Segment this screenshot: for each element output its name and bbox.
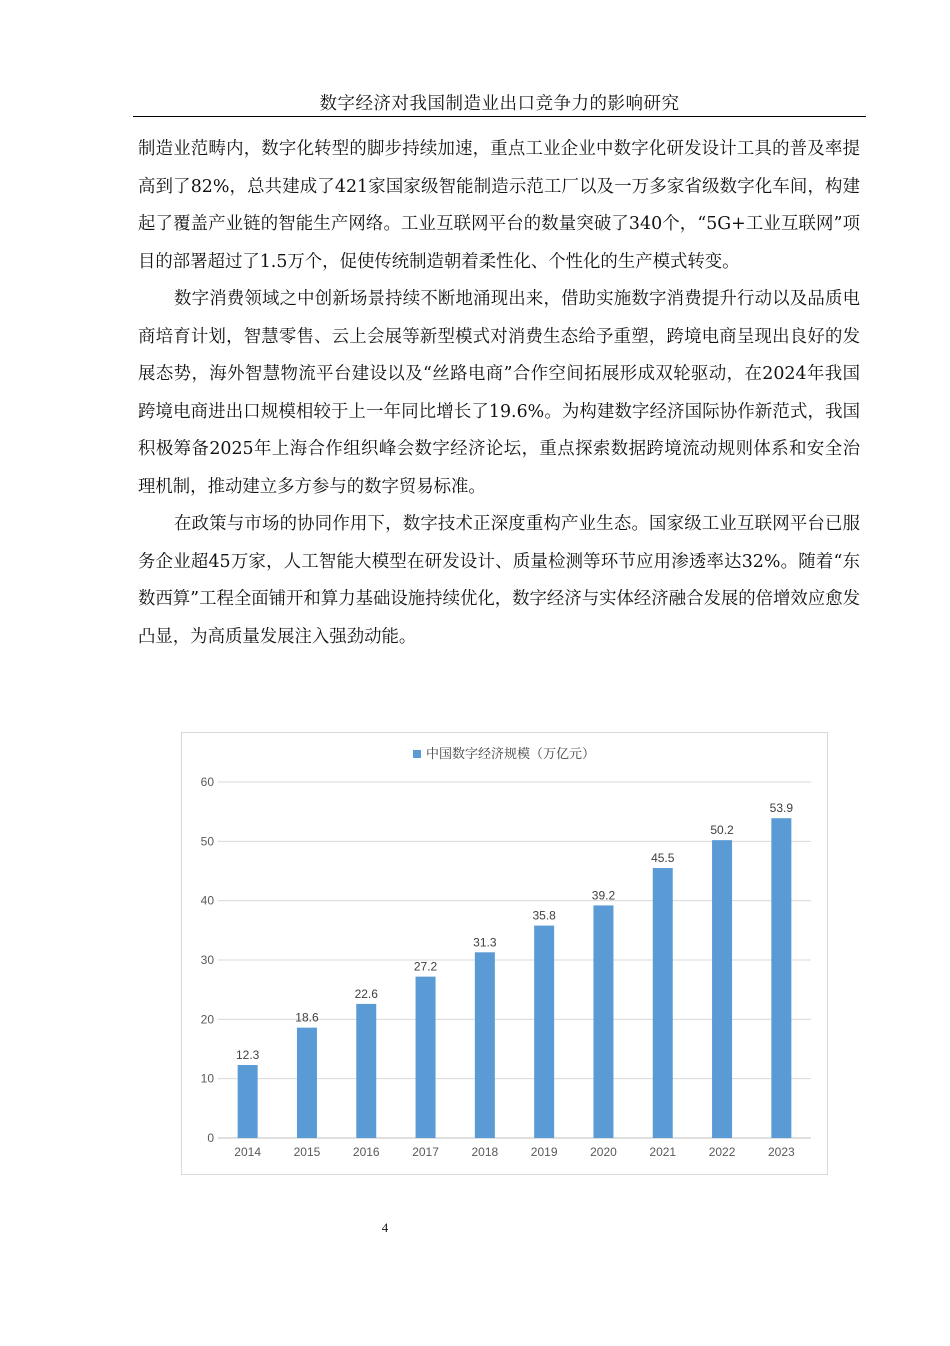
bar (416, 977, 436, 1138)
y-tick-label: 40 (200, 893, 214, 908)
y-tick-label: 0 (207, 1131, 214, 1145)
data-label: 18.6 (295, 1010, 319, 1025)
data-label: 31.3 (473, 935, 497, 950)
y-tick-label: 60 (200, 775, 214, 789)
x-tick-label: 2014 (234, 1145, 262, 1159)
x-tick-label: 2017 (412, 1145, 439, 1159)
data-label: 50.2 (710, 823, 734, 838)
x-tick-label: 2016 (352, 1145, 380, 1159)
data-label: 27.2 (413, 959, 438, 974)
bar (653, 868, 673, 1138)
y-tick-label: 30 (200, 953, 214, 967)
bar (475, 952, 495, 1138)
x-tick-label: 2021 (649, 1145, 677, 1159)
bar (297, 1028, 317, 1138)
legend-swatch (413, 750, 421, 758)
y-tick-label: 50 (200, 834, 214, 849)
bar (238, 1065, 258, 1138)
chart-frame (181, 732, 828, 1175)
legend-label: 中国数字经济规模（万亿元） (426, 747, 596, 762)
bar (593, 905, 613, 1138)
paragraph-manufacturing: 制造业范畴内，数字化转型的脚步持续加速，重点工业企业中数字化研发设计工具的普及率提高到了82%，总共建成了421家国家级智能制造示范工厂以及一万多家省级数字化车间，构建起了覆盖产业链的智能生产网络。工业互联网平台的数量突破了340个，“5G+工业互联网”项目的部署超过了1.5万个，促使传统制造朝着柔性化、个性化的生产模式转变。 (138, 139, 860, 272)
bar (771, 818, 791, 1138)
bar (534, 926, 554, 1138)
page-number: 4 (381, 1220, 389, 1235)
header-rule (133, 116, 866, 117)
x-tick-label: 2015 (293, 1145, 321, 1159)
running-header: 数字经济对我国制造业出口竞争力的影响研究 (319, 94, 680, 114)
x-tick-label: 2020 (590, 1145, 617, 1159)
x-tick-label: 2019 (530, 1145, 558, 1159)
paragraph-policy-market: 在政策与市场的协同作用下，数字技术正深度重构产业生态。国家级工业互联网平台已服务企业超45万家，人工智能大模型在研发设计、质量检测等环节应用渗透率达32%。随着“东数西算”工程全面铺开和算力基础设施持续优化，数字经济与实体经济融合发展的倍增效应愈发凸显，为高质量发展注入强劲动能。 (138, 514, 860, 647)
y-tick-label: 10 (200, 1071, 214, 1086)
data-label: 39.2 (591, 888, 616, 903)
data-label: 53.9 (769, 801, 794, 816)
paragraph-digital-consumption: 数字消费领域之中创新场景持续不断地涌现出来，借助实施数字消费提升行动以及品质电商培育计划，智慧零售、云上会展等新型模式对消费生态给予重塑，跨境电商呈现出良好的发展态势，海外智慧物流平台建设以及“丝路电商”合作空间拓展形成双轮驱动，在2024年我国跨境电商进出口规模相较于上一年同比增长了19.6%。为构建数字经济国际协作新范式，我国积极筹备2025年上海合作组织峰会数字经济论坛，重点探索数据跨境流动规则体系和安全治理机制，推动建立多方参与的数字贸易标准。 (138, 289, 860, 497)
x-tick-label: 2018 (471, 1145, 499, 1159)
bar (712, 840, 732, 1138)
bar (356, 1004, 376, 1138)
data-label: 35.8 (532, 908, 556, 923)
digital-economy-bar-chart (182, 733, 827, 1174)
data-label: 45.5 (651, 851, 675, 866)
y-tick-label: 20 (200, 1012, 214, 1027)
data-label: 12.3 (235, 1048, 260, 1063)
x-tick-label: 2023 (767, 1145, 795, 1159)
data-label: 22.6 (354, 986, 378, 1001)
x-tick-label: 2022 (708, 1145, 736, 1159)
body-text (138, 131, 860, 656)
